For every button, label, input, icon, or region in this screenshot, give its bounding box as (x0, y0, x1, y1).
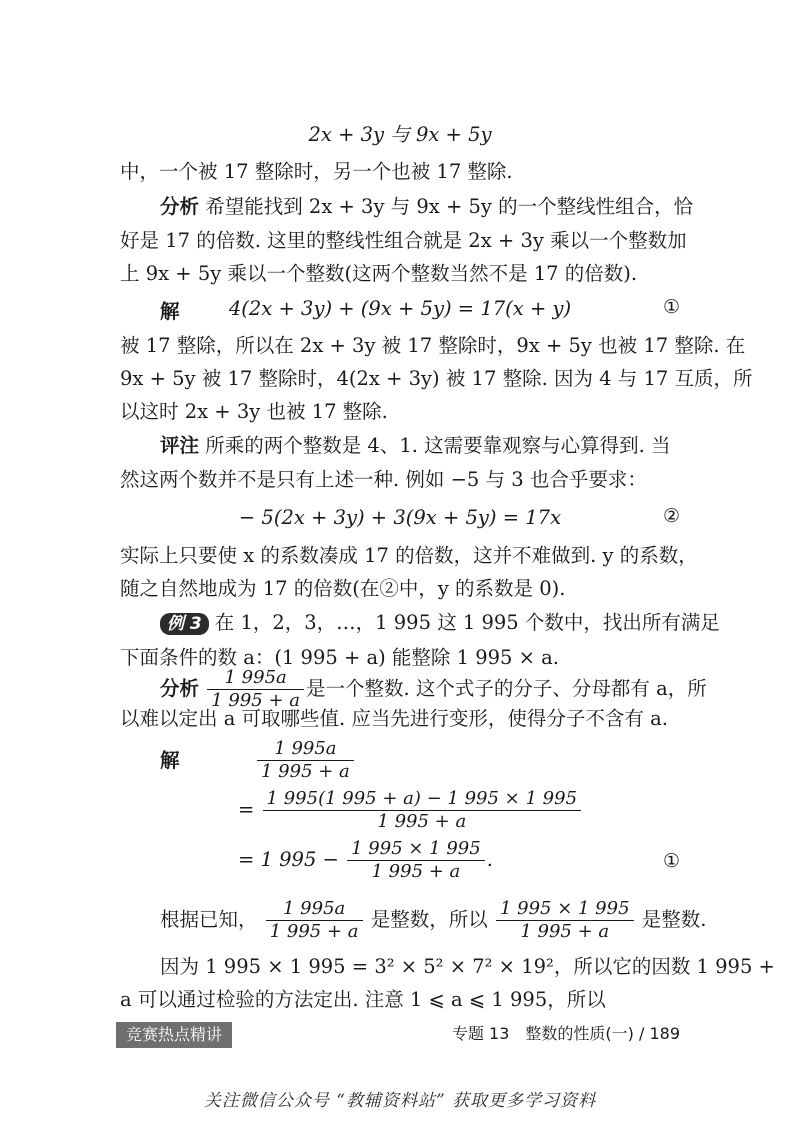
text-line: 下面条件的数 a：(1 995 + a) 能整除 1 995 × a. (120, 646, 560, 669)
text-line: a 可以通过检验的方法定出. 注意 1 ⩽ a ⩽ 1 995，所以 (120, 988, 606, 1011)
running-footer (452, 1022, 680, 1046)
text-line: 中，一个被 17 整除时，另一个也被 17 整除. (120, 160, 513, 183)
solution-label: 解 (160, 749, 180, 772)
text-line: 以这时 2x + 3y 也被 17 整除. (120, 400, 388, 423)
series-tag: 竞赛热点精讲 (116, 1022, 232, 1048)
text-line: 上 9x + 5y 乘以一个整数(这两个整数当然不是 17 的倍数). (120, 262, 638, 285)
example-text: 在 1，2，3，…，1 995 这 1 995 个数中，找出所有满足 (214, 611, 720, 634)
solution-label: 解 (160, 300, 180, 323)
solution-2-fraction-1 (255, 738, 555, 783)
equation-2: − 5(2x + 3y) + 3(9x + 5y) = 17x (238, 506, 562, 529)
analysis-text: 希望能找到 2x + 3y 与 9x + 5y 的一个整线性组合，恰 (205, 195, 694, 218)
fraction: $\frac{1 995 \times 1 995}{1 995 + a}$ (496, 898, 634, 943)
example-line (160, 610, 720, 636)
remark-text: 所乘的两个整数是 4、1. 这需要靠观察与心算得到. 当 (205, 434, 671, 457)
analysis-text: 是一个整数. 这个式子的分子、分母都有 a，所 (306, 677, 707, 700)
remark-paragraph-line (160, 433, 680, 459)
chapter-title: 专题 13 整数的性质(一) (451, 1024, 634, 1043)
text-line: 好是 17 的倍数. 这里的整线性组合就是 2x + 3y 乘以一个整数加 (120, 229, 687, 252)
fraction: $\frac{1 995 \times 1 995}{1 995 + a}$ (347, 838, 485, 883)
text-line: 因为 1 995 × 1 995 = 3² × 5² × 7² × 19²，所以它的因数 1 995 + (160, 955, 775, 978)
equation-number: ② (662, 505, 680, 527)
footer-separator: / (638, 1024, 645, 1043)
solution-2-line-3: = 1 995 − $\frac{1 995 \times 1 995}{1 995 + a}$ . (238, 838, 493, 882)
analysis-label: 分析 (160, 677, 200, 700)
text-line: 9x + 5y 被 17 整除时，4(2x + 3y) 被 17 整除. 因为 4 与 17 互质，所 (120, 367, 753, 390)
equation-1: 4(2x + 3y) + (9x + 5y) = 17(x + y) (228, 297, 572, 320)
text-line: 随之自然地成为 17 的倍数(在②中，y 的系数是 0). (120, 577, 566, 600)
watermark-text: 关注微信公众号 “教辅资料站” 获取更多学习资料 (203, 1091, 597, 1111)
fraction: $\frac{1 995a}{1 995 + a}$ (257, 738, 354, 783)
text-line: 被 17 整除，所以在 2x + 3y 被 17 整除时，9x + 5y 也被 17 整除. 在 (120, 334, 746, 357)
equation-number: ① (662, 850, 680, 872)
top-expression: 2x + 3y 与 9x + 5y (308, 123, 492, 146)
fraction: $\frac{1 995a}{1 995 + a}$ (207, 667, 304, 712)
solution-2-line-2: = $\frac{1 995(1 995 + a) - 1 995 \times 1 995}{1 995 + a}$ (238, 788, 598, 833)
example-badge: 例 3 (160, 613, 209, 635)
equation-number: ① (662, 296, 680, 318)
fraction: $\frac{1 995(1 995 + a) - 1 995 \times 1 995}{1 995 + a}$ (263, 788, 581, 833)
text-line: 实际上只要使 x 的系数凑成 17 的倍数，这并不难做到. y 的系数， (120, 544, 698, 567)
known-line: 根据已知， $\frac{1 995a}{1 995 + a}$ 是整数，所以 $\frac{1 995 \times 1 995}{1 995 + a}$ 是整数. (160, 898, 707, 942)
page-number: 189 (649, 1024, 680, 1043)
analysis-paragraph-line (160, 194, 694, 220)
analysis-label: 分析 (160, 195, 200, 218)
remark-label: 评注 (160, 434, 200, 457)
text-line: 以难以定出 a 可取哪些值. 应当先进行变形，使得分子不含有 a. (120, 707, 668, 730)
fraction: $\frac{1 995a}{1 995 + a}$ (266, 898, 363, 943)
text-line: 然这两个数并不是只有上述一种. 例如 −5 与 3 也合乎要求： (120, 468, 647, 491)
